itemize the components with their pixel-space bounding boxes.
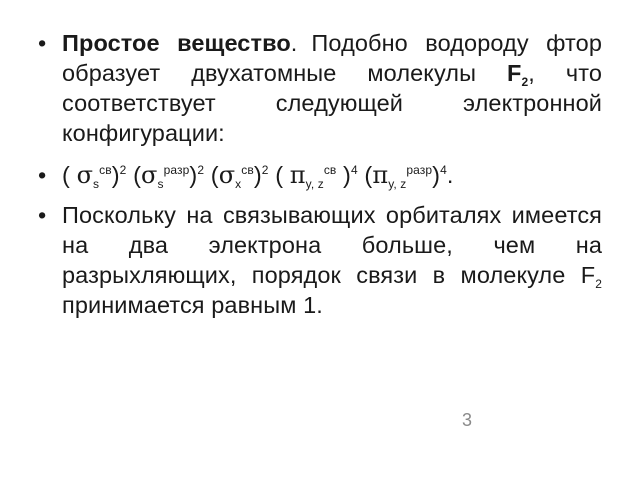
bullet-simple-substance bbox=[36, 28, 602, 148]
formula-end-period: . bbox=[446, 162, 454, 188]
term-period: . bbox=[290, 30, 298, 56]
orbital-term-4: ( $\pi_{y, z}^{св}$ )$^4$ bbox=[268, 161, 358, 191]
orbital-term-3: $(\sigma_x^{св})^2$ bbox=[204, 161, 269, 191]
formula-f2-main-2: F bbox=[580, 262, 596, 288]
orbital-term-1: ( $\sigma_s^{св})^2$ bbox=[62, 161, 127, 191]
orbital-term-5: $(\pi_{y, z}^{разр})^4$ bbox=[357, 161, 447, 191]
bullet-electron-configuration bbox=[36, 160, 602, 190]
bullet1-text: Подобно водороду фтор образует двухатомные молекулы bbox=[62, 30, 602, 86]
page-number: 3 bbox=[462, 410, 473, 430]
formula-f2-sub: 2 bbox=[521, 75, 529, 89]
orbital-term-2: $(\sigma_s^{разр})^2$ bbox=[126, 161, 205, 191]
bullet-list bbox=[36, 28, 602, 320]
bullet1-text-after: , что соответствует следующей электронной конфигурации: bbox=[62, 60, 602, 146]
bullet3-text-after: принимается равным 1. bbox=[62, 292, 323, 318]
bullet3-text: Поскольку на связывающих орбиталях имеется на два электрона больше, чем на разрыхляющих, порядок связи в молекуле bbox=[62, 202, 602, 288]
formula-f2-sub-2: 2 bbox=[595, 277, 602, 291]
formula-f2-main: F bbox=[507, 60, 522, 86]
term-simple-substance: Простое вещество bbox=[62, 30, 291, 56]
bullet-bond-order bbox=[36, 200, 602, 320]
